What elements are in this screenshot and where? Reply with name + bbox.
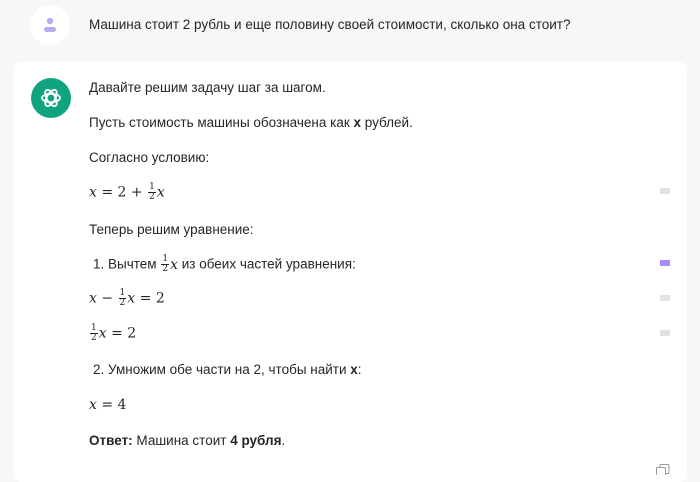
user-message-text: Машина стоит 2 рубль и еще половину своей стоимости, сколько она стоит? [89,17,571,32]
final-label: Ответ: [89,433,133,448]
final-answer [89,433,285,448]
let-var: x [353,115,362,130]
line-marker-equation-3 [660,330,670,336]
eq2-var: x [127,290,136,307]
let-prefix: Пусть стоимость машины обозначена как [89,115,354,130]
eq2-lhs: x [89,290,97,307]
step-1 [93,255,356,274]
eq2-minus: − [96,290,118,307]
line-marker-step-1 [660,260,670,266]
step1-num: 1 [162,254,169,264]
line-marker-equation-2 [660,295,670,301]
equation-4 [89,397,126,413]
answer-now-solve: Теперь решим уравнение: [89,222,254,237]
eq3-rhs: = 2 [106,325,137,342]
eq4-rhs: = 4 [96,397,127,413]
equation-2 [89,289,165,308]
eq1-num: 1 [149,182,155,192]
user-icon [42,16,58,34]
eq3-fraction [90,324,98,343]
copy-icon[interactable] [656,464,670,475]
answer-intro: Давайте решим задачу шаг за шагом. [89,80,326,95]
eq4-lhs: x [89,397,97,413]
line-marker-equation-1 [660,188,670,194]
eq1-fraction [148,183,156,202]
eq2-num: 1 [119,288,126,298]
answer-let-line [89,115,413,130]
step-2 [93,362,362,377]
step2-suffix: : [357,362,362,377]
step1-prefix: 1. Вычтем [93,256,161,272]
eq2-fraction [119,289,127,308]
eq3-num: 1 [91,323,97,333]
step1-den: 2 [162,264,169,274]
equation-1 [89,183,165,202]
answer-condition: Согласно условию: [89,150,210,165]
final-end: . [281,433,286,448]
final-middle: Машина стоит [132,433,231,448]
step2-var: x [350,362,358,377]
eq3-den: 2 [91,333,97,343]
eq2-den: 2 [119,298,126,308]
eq2-rhs: = 2 [135,290,165,307]
eq3-var: x [98,325,107,342]
bot-avatar [31,78,71,118]
step2-prefix: 2. Умножим обе части на 2, чтобы найти [93,362,351,377]
step1-suffix: из обеих частей уравнения: [177,256,356,272]
step1-var: x [170,256,178,273]
eq1-den: 2 [149,192,155,202]
eq1-lhs: x [89,184,97,201]
let-suffix: рублей. [361,115,413,130]
eq1-op: = 2 + [96,184,148,201]
user-message-row [0,0,700,52]
eq1-var: x [156,184,165,201]
user-avatar [30,5,70,45]
equation-3 [89,324,136,343]
openai-logo-icon [39,86,63,110]
final-value: 4 рубля [230,433,282,448]
step1-fraction [161,255,169,274]
